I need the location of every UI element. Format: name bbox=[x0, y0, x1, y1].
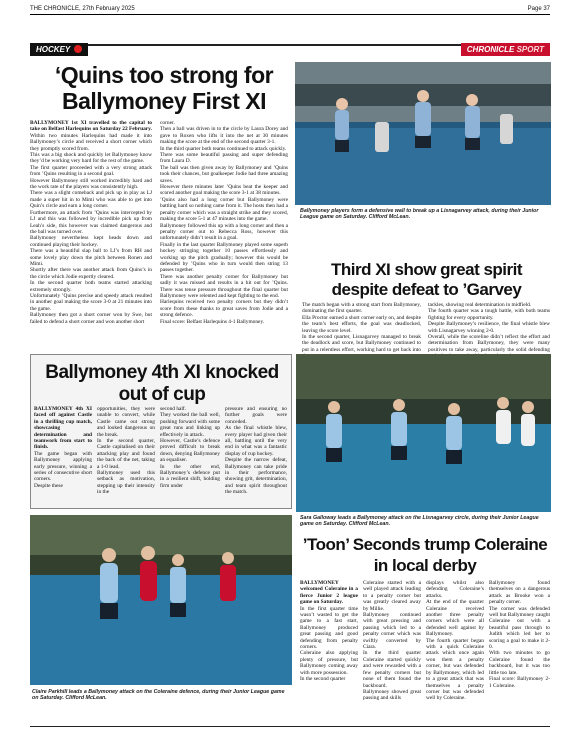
story4-column-4 bbox=[489, 580, 550, 689]
story4-column-1 bbox=[300, 580, 358, 683]
story3-paragraph: In the other end, Ballymoney’s defence put in a resilient shift, holding firm under bbox=[160, 463, 220, 489]
story1-paragraph: However Ballymoney still worked incredibly hard and the work rate of the players was consistently high. bbox=[30, 177, 152, 191]
story4-paragraph: Ballymoney showed great passing and skills bbox=[363, 688, 421, 702]
story3-paragraph: second half. bbox=[160, 406, 187, 412]
section-label-hockey bbox=[30, 43, 88, 56]
story1-headline: ‘Quins too strong for Ballymoney First XI bbox=[54, 62, 274, 114]
page-number: Page 37 bbox=[527, 6, 550, 12]
story1-paragraph: Ballymoney followed this up with a long corner and then a penalty corner out to Rebecca Ross, however this unfortunately didn’t result in a goal. bbox=[160, 222, 288, 242]
section-label-text: HOCKEY bbox=[36, 45, 71, 54]
story1-paragraph: The ball was then given away by Ballymoney and ’Quins took their chances, but goalkeeper Jodie had three amazing saves. bbox=[160, 164, 288, 184]
page-footer-rule bbox=[30, 726, 550, 727]
photo2-scene-graphic bbox=[296, 354, 551, 512]
photo-scene-graphic bbox=[295, 62, 551, 205]
story2-paragraph: The match began with a strong start from Ballymoney, dominating the first quarter. bbox=[302, 302, 421, 315]
story3-paragraph: opportunities, they were unable to convert, while Castle came out strong and looked dangerous on the break. bbox=[97, 406, 155, 438]
story2-paragraph: Despite Ballymoney’s resilience, the final whistle blew with Lisnagarvey winning 2-0. bbox=[428, 321, 550, 334]
story4-paragraph: At the end of the quarter Coleraine received another three penalty corners which were all defended well against by Ballymoney. bbox=[426, 599, 484, 638]
story3-paragraph: As the final whistle blew, every player had given their all, battling until the very end in what was a fantastic display of cup hockey. bbox=[225, 425, 287, 457]
story4-headline: ’Toon’ Seconds trump Coleraine in local derby bbox=[302, 535, 548, 575]
story4-paragraph: With two minutes to go Coleraine found the backboard, but it was too little too late. bbox=[489, 650, 550, 676]
badge-chronicle: CHRONICLE bbox=[466, 45, 515, 54]
story4-paragraph: In the first quarter time wasn’t wasted to get the game to a fast start, Ballymoney produced great passing and good defending from penalty corners. bbox=[300, 605, 358, 651]
story1-column-2 bbox=[160, 120, 288, 325]
badge-sport: SPORT bbox=[516, 45, 544, 54]
story3-headline: Ballymoney 4th XI knocked out of cup bbox=[45, 362, 279, 405]
story4-paragraph: In the third quarter Coleraine started quickly and were rewarded with a few penalty corners but none of them found the backboard. bbox=[363, 650, 421, 689]
story3-column-1 bbox=[34, 406, 92, 489]
story1-paragraph: There was some beautiful passing and super defending from Laura D. bbox=[160, 152, 288, 165]
photo-defensive-wall bbox=[295, 62, 551, 205]
story4-paragraph: Coleraine started with a well played attack leading to a penalty corner but was greatly cleared away by Millie. bbox=[363, 580, 421, 612]
story4-paragraph: Ballymoney continued with great pressing and passing which led to a penalty corner which was swiftly converted by Ciara. bbox=[363, 612, 421, 651]
story1-paragraph: Shortly after there was another attack from Quins’s in the circle which Jodie expertly cleared. bbox=[30, 267, 152, 280]
story1-paragraph: This was a big shock and quickly let Ballymoney know they’d be working very hard for the rest of the game. bbox=[30, 152, 152, 165]
story1-paragraph: There was a beautiful slap ball to LJ’s from RH and some lovely play down the pitch between Ronen and Mimi. bbox=[30, 248, 152, 267]
story1-column-1 bbox=[30, 120, 152, 325]
story1-paragraph: Ballymoney then got a short corner won by Swe, but failed to defend a short corner and won another short bbox=[30, 312, 152, 325]
story1-paragraph: There was a slight comeback and pick up in play as LJ made a super hit in to Mimi who was able to get into Quin’s circle and earn a long corner. bbox=[30, 190, 152, 210]
story4-paragraph: The corner was defended well but Ballymoney caught Coleraine out with a beautiful pass through to Judith which led her to scoring a goal to make it 2-0. bbox=[489, 605, 550, 651]
story1-paragraph: ’Quins also had a long corner but Ballymoney were battling hard so nothing came from it. The hosts then had a penalty corner which was a straight strike and they scored, making the score 5-1 at 47 minutes into the game. bbox=[160, 196, 288, 223]
story1-paragraph: There was another penalty corner for Ballymoney but sadly it was missed and results in a hit out for ’Quins. There was tense pressure throughout the final quarter but Ballymoney were relented and kept fighting to the end. bbox=[160, 273, 288, 299]
story2-headline: Third XI show great spirit despite defeat to ’Garvey bbox=[330, 260, 523, 299]
story3-column-4 bbox=[225, 406, 287, 496]
story3-column-3 bbox=[160, 406, 220, 489]
story1-paragraph: Harlequins received two penalty corners but they didn’t score from these thanks to great saves from Jodie and a strong defence. bbox=[160, 299, 288, 319]
story2-paragraph: Overall, while the scoreline didn’t reflect the effort and determination from Ballymoney, they were many positives to take away, particularly the solid defending bbox=[428, 334, 550, 353]
photo-lisnagarvey-attack bbox=[296, 354, 551, 512]
story3-paragraph: The game began with Ballymoney applying early pressure, winning a series of consecutive short corners. bbox=[34, 450, 92, 483]
story3-paragraph: pressure and ensuring no further goals were conceded. bbox=[225, 406, 287, 425]
story1-paragraph: Ballymoney nevertheless kept heads down and continued playing their hockey. bbox=[30, 235, 152, 248]
story3-paragraph: BALLYMONEY 4th XI faced off against Castle in a thrilling cup match, showcasing determination and teamwork from start to finish. bbox=[34, 406, 92, 451]
story3-paragraph: However, Castle’s defence proved difficult to break down, denying Ballymoney an equaliser. bbox=[160, 438, 220, 464]
story2-paragraph: The fourth quarter was a tough battle, with both teams fighting for every opportunity. bbox=[428, 308, 550, 321]
story4-paragraph: The fourth quarter began with a quick Coleraine attack which once again won them a penalty corner, but was defended by Ballymoney, which led to a great attack that was themselves a penalty corner but was defended well by Coleraine. bbox=[426, 637, 484, 702]
story1-paragraph: Within two minutes Harlequins had made it into Ballymoney’s circle and received a short corner which they promptly scored from. bbox=[30, 132, 152, 152]
story4-paragraph: Final score: Ballymoney 2-1 Coleraine. bbox=[489, 676, 550, 689]
story4-column-2 bbox=[363, 580, 421, 702]
story1-paragraph: Furthermore, an attack from ’Quins was intercepted by LJ and this was followed by incredible pick up from Leah’s side, this however was claimed dangerous and the ball was turned over. bbox=[30, 209, 152, 235]
story2-paragraph: tackles, showing real determination in midfield. bbox=[428, 302, 532, 308]
story1-paragraph: Unfortunately ’Quins precise and speedy attack resulted in another goal making the score 3-0 at 21 minutes into the game. bbox=[30, 292, 152, 312]
page-header bbox=[30, 5, 550, 15]
photo-coleraine-attack bbox=[30, 515, 292, 685]
story1-paragraph: In the third quarter both teams continued to attack quickly. bbox=[160, 145, 287, 152]
story3-paragraph: In the second quarter, Castle capitalised on their attacking play and found the back of the net, taking a 1-0 lead. bbox=[97, 438, 155, 470]
story4-paragraph: In the second quarter bbox=[300, 676, 346, 683]
photo2-caption: Sara Galloway leads a Ballymoney attack on the Lisnagarvey circle, during their Junior League game on Saturday. Clifford McLean. bbox=[300, 515, 539, 527]
story4-paragraph: Coleraine also applying plenty of pressure, but Ballymoney coming away with more possession. bbox=[300, 650, 358, 676]
story3-paragraph: Despite these bbox=[34, 482, 63, 489]
hockey-ball-icon bbox=[74, 45, 82, 53]
story4-column-3 bbox=[426, 580, 484, 702]
story3-paragraph: Despite the narrow defeat, Ballymoney can take pride in their performance, showing grit, determination, and team spirit throughout the match. bbox=[225, 457, 287, 496]
story2-paragraph: Ella Proctor earned a short corner early on, and despite the team’s best efforts, the goal was deadlocked, leaving the score level. bbox=[302, 314, 421, 334]
story4-paragraph: Ballymoney found themselves on a dangerous attack as Brooke won a penalty corner. bbox=[489, 580, 550, 606]
story1-paragraph: corner. bbox=[160, 120, 175, 126]
story1-paragraph: Finally in the last quarter Ballymoney played some superb hockey stringing together 10 passes effortlessly and working up the pitch gradually; however this would be defended by ’Quins who in turn would then string 13 passes together. bbox=[160, 241, 288, 274]
story1-paragraph: BALLYMONEY 1st XI travelled to the capital to take on Belfast Harlequins on Saturday 22 February. bbox=[30, 120, 152, 133]
story3-column-2 bbox=[97, 406, 155, 496]
photo1-caption: Ballymoney players form a defensive wall to break up a Lisnagarvey attack, during their Junior League game on Saturday. Clifford McLean. bbox=[300, 208, 539, 220]
photo3-scene-graphic bbox=[30, 515, 292, 685]
publication-date: THE CHRONICLE, 27th February 2025 bbox=[30, 6, 135, 12]
story1-paragraph: Then a ball was driven in to the circle by Laura Dorey and gave to Roxen who lifts it into the net at 30 minutes making the score at the end of the second quarter 3-1. bbox=[160, 126, 288, 146]
chronicle-sport-badge bbox=[461, 43, 550, 56]
story3-paragraph: Ballymoney used this setback as motivation, stepping up their intensity in the bbox=[97, 470, 155, 496]
story4-paragraph: BALLYMONEY welcomed Coleraine in a fierce Junior 2 league game on Saturday. bbox=[300, 580, 358, 606]
story3-paragraph: They worked the ball well, pushing forward with some great runs and linking up effectively in attack. bbox=[160, 412, 220, 438]
story4-paragraph: displays whilst also defending Coleraine’s attacks. bbox=[426, 580, 484, 599]
story1-paragraph: However there minutes later ’Quins beat the keeper and scored another goal making the score 3-1 at 38 minutes. bbox=[160, 184, 288, 197]
story1-paragraph: In the second quarter both teams started attacking extremely strongly. bbox=[30, 280, 152, 293]
story2-paragraph: In the second quarter, Lisnagarvey managed to break the deadlock and score, but Ballymoney continued to put in a relentless effort, working hard to get back into bbox=[302, 334, 421, 353]
story1-paragraph: Final score: Belfast Harlequins 4-1 Ballymoney. bbox=[160, 318, 265, 325]
story1-paragraph: The first quarter proceeded with a very strong attack from ’Quins resulting in a second goal. bbox=[30, 164, 152, 178]
photo3-caption: Claire Parkhill leads a Ballymoney attack on the Coleraine defence, during their Junior League game on Saturday. Clifford McLean. bbox=[32, 689, 285, 701]
